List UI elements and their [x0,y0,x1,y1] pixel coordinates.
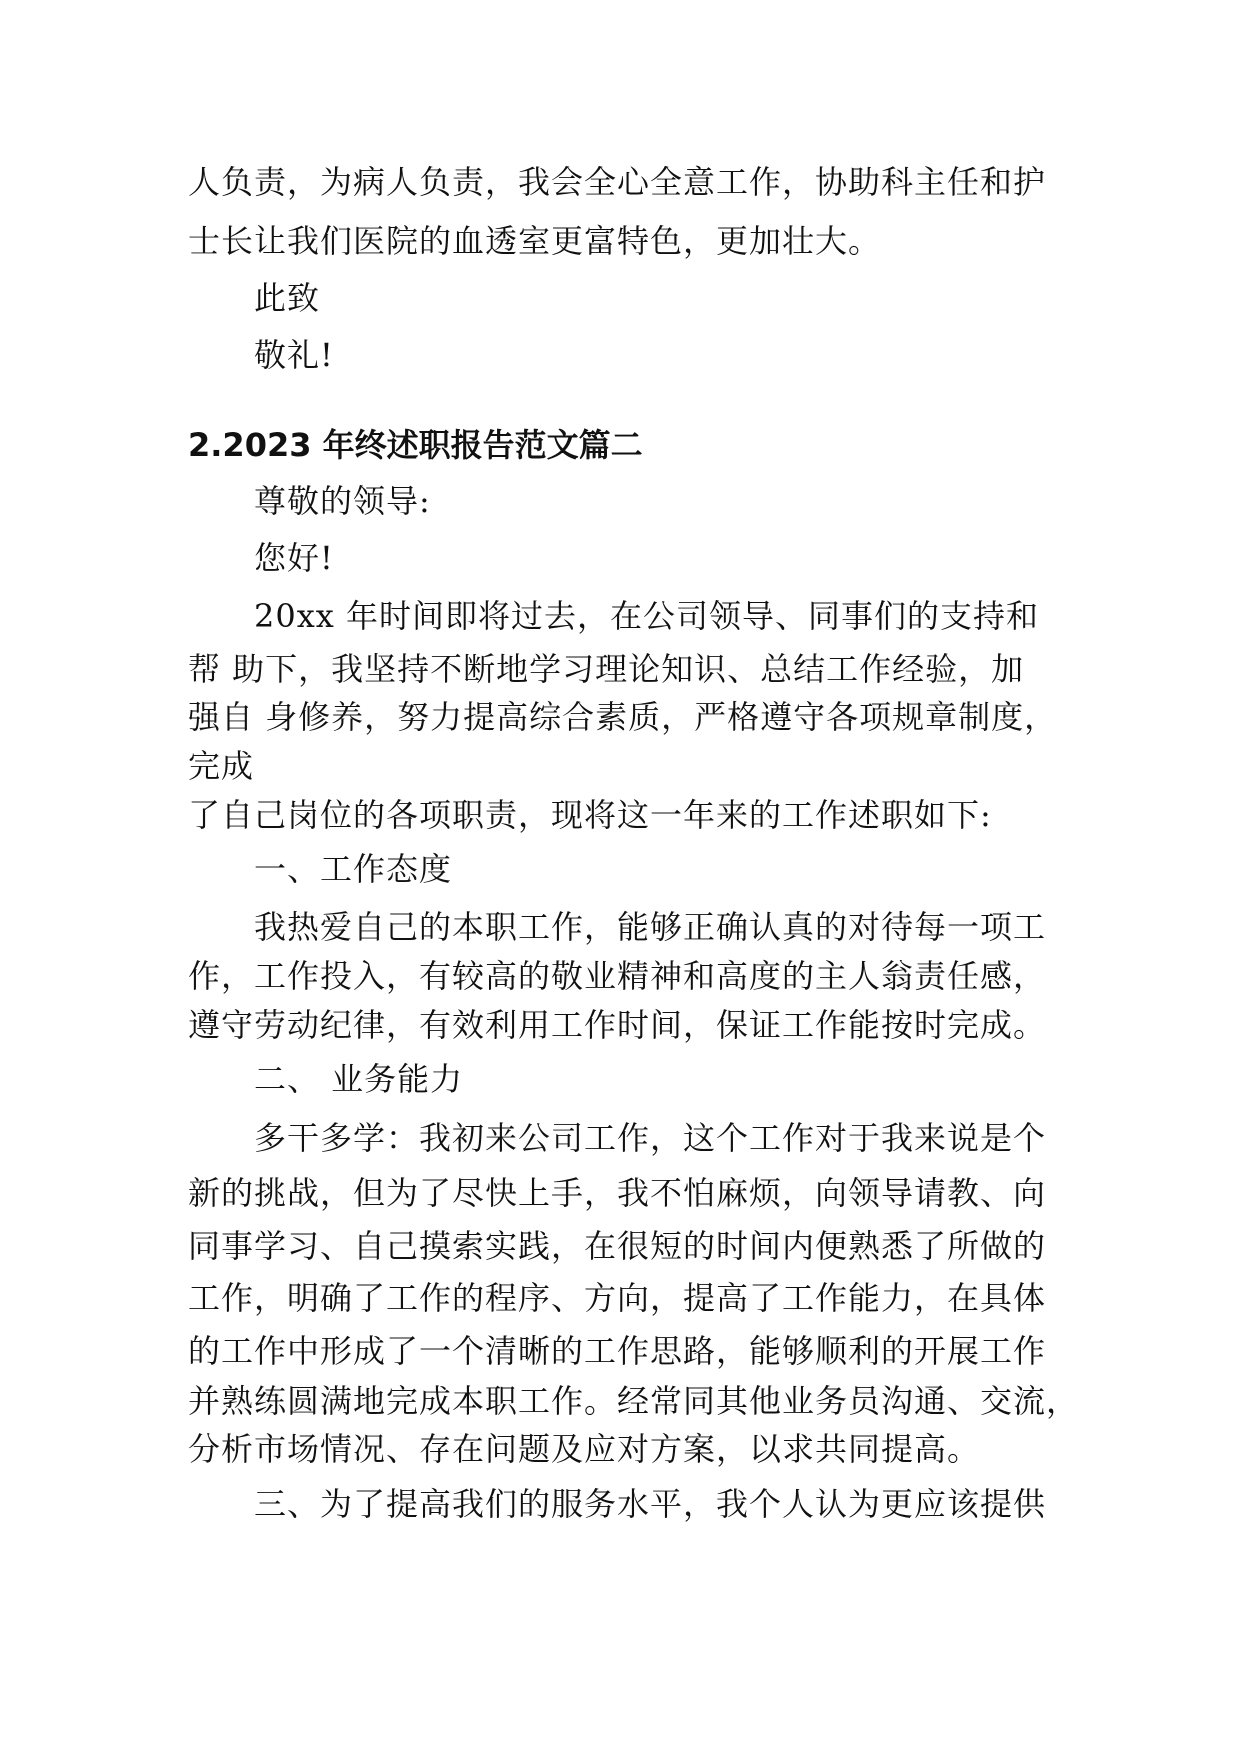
paragraph-line: 强自 身修养，努力提高综合素质，严格遵守各项规章制度， [188,698,1058,736]
paragraph-line: 多干多学：我初来公司工作，这个工作对于我来说是个 [254,1119,1047,1157]
paragraph-line: 工作，明确了工作的程序、方向，提高了工作能力，在具体 [188,1279,1047,1317]
paragraph-line: 三、为了提高我们的服务水平，我个人认为更应该提供 [254,1485,1047,1523]
paragraph-line: 20xx 年时间即将过去，在公司领导、同事们的支持和 [254,597,1039,635]
salutation: 尊敬的领导: [254,482,431,520]
closing-line: 敬礼! [254,336,334,374]
paragraph-line: 作，工作投入，有较高的敬业精神和高度的主人翁责任感， [188,957,1047,995]
paragraph-line: 遵守劳动纪律，有效利用工作时间，保证工作能按时完成。 [188,1006,1047,1044]
paragraph-line: 并熟练圆满地完成本职工作。经常同其他业务员沟通、交流， [188,1382,1080,1420]
section-heading: 2.2023 年终述职报告范文篇二 [188,426,643,464]
subheading: 二、 业务能力 [254,1060,464,1098]
subheading: 一、工作态度 [254,850,453,888]
paragraph-line: 士长让我们医院的血透室更富特色，更加壮大。 [188,222,882,260]
paragraph-line: 我热爱自己的本职工作，能够正确认真的对待每一项工 [254,908,1047,946]
paragraph-line: 新的挑战，但为了尽快上手，我不怕麻烦，向领导请教、向 [188,1174,1047,1212]
paragraph-line: 同事学习、自己摸索实践，在很短的时间内便熟悉了所做的 [188,1227,1047,1265]
closing-line: 此致 [254,279,321,317]
paragraph-line: 帮 助下，我坚持不断地学习理论知识、总结工作经验，加 [188,650,1025,688]
paragraph-line: 完成 [188,747,255,785]
paragraph-line: 的工作中形成了一个清晰的工作思路，能够顺利的开展工作 [188,1332,1047,1370]
paragraph-line: 分析市场情况、存在问题及应对方案，以求共同提高。 [188,1430,981,1468]
paragraph-line: 了自己岗位的各项职责，现将这一年来的工作述职如下: [188,796,992,834]
greeting: 您好! [254,539,334,577]
paragraph-line: 人负责，为病人负责，我会全心全意工作，协助科主任和护 [188,163,1047,201]
